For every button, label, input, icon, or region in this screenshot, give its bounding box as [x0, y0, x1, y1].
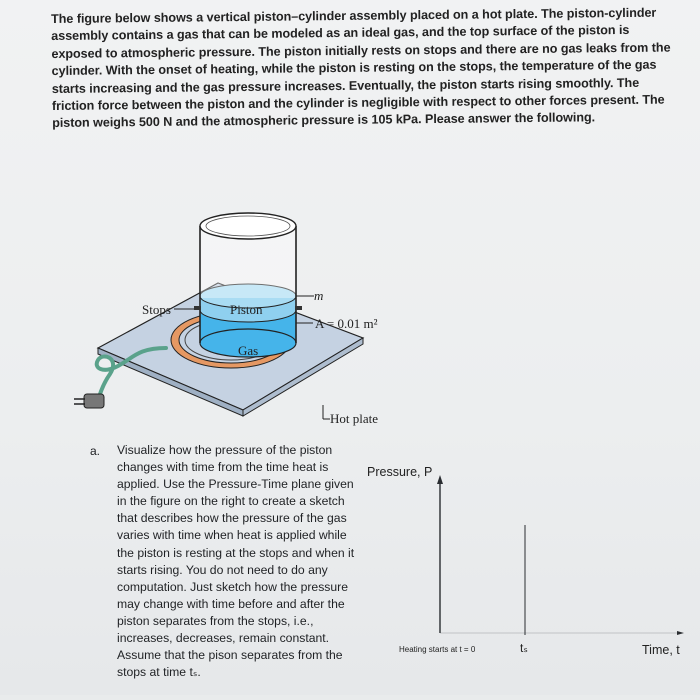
- x-axis-label: Time, t: [642, 643, 680, 657]
- question-marker: a.: [90, 444, 101, 458]
- piston-cylinder-figure: [58, 198, 398, 438]
- stops-label: Stops: [142, 302, 171, 317]
- ts-label: tₛ: [520, 641, 528, 655]
- pressure-time-axes: [355, 455, 700, 695]
- question-text: Visualize how the pressure of the piston changes with time from the time heat is applied. Use the Pressure-Time plane given in the figure on the right to create a sketch that describes how the pressure of the gas varies with time when heat is applied while the piston is resting at the stops and when it starts rising. You do not need to do any computation. Just sketch how the pressure may change with time before and after the piston separates from the stops, i.e., increases, decreases, remain constant. Assume that the pison separates from the stops at time tₛ.: [117, 443, 355, 680]
- plug-icon: [84, 394, 104, 408]
- origin-label: Heating starts at t = 0: [399, 645, 476, 654]
- hot-plate-label: Hot plate: [330, 411, 379, 426]
- problem-statement: The figure below shows a vertical piston–cylinder assembly placed on a hot plate. The piston-cylinder assembly contains a gas that can be modeled as an ideal gas, and the top surface of the piston is exposed to atmospheric pressure. The piston initially rests on stops and there are no gas leaks from the cylinder. With the onset of heating, while the piston is resting on the stops, the temperature of the gas starts increasing and the gas pressure increases. Eventually, the piston starts rising smoothly. The friction force between the piston and the cylinder is negligible with respect to other forces present. The piston weighs 500 N and the atmospheric pressure is 105 kPa. Please answer the following.: [51, 5, 671, 131]
- right-stop: [295, 306, 302, 310]
- y-axis-label: Pressure, P: [367, 465, 433, 479]
- gas-label: Gas: [238, 343, 259, 358]
- pressure-time-plane: [355, 455, 700, 695]
- piston-label: Piston: [230, 302, 263, 317]
- area-label: A = 0.01 m²: [315, 316, 378, 331]
- cylinder-rim: [200, 213, 296, 239]
- left-stop: [194, 306, 201, 310]
- mass-label: m: [314, 288, 324, 303]
